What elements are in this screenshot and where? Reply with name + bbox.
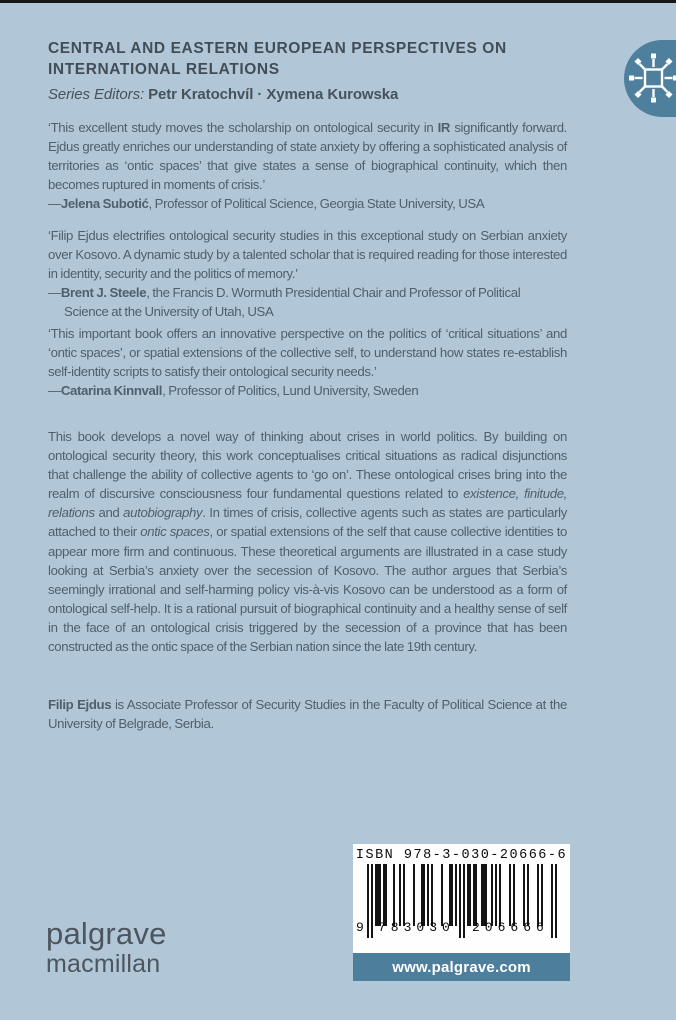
endorsement-block-1 (48, 118, 567, 213)
top-edge-strip (0, 0, 676, 3)
endorsement-quote: ‘This important book offers an innovative perspective on the politics of ‘critical situations’ and ‘ontic spaces’, or spatial extensions of the collective self, to understand how states re-establish self-identity scripts to satisfy their ontological security needs.’ (48, 326, 567, 380)
barcode-panel (353, 844, 570, 953)
wordmark-macmillan: macmillan (46, 950, 161, 978)
series-title-line-1: CENTRAL AND EASTERN EUROPEAN PERSPECTIVES ON (48, 40, 507, 57)
endorsement-block-2 (48, 226, 567, 321)
endorsement-attribution: —Jelena Subotić, Professor of Political Science, Georgia State University, USA (48, 196, 485, 212)
barcode-digits (353, 920, 570, 936)
endorsement-block-3 (48, 324, 567, 400)
isbn-label: ISBN 978-3-030-20666-6 (355, 848, 568, 863)
publisher-pill-badge (624, 40, 676, 117)
book-description: This book develops a novel way of thinking about crises in world politics. By building on ontological security theory, this work conceptualises critical situations as radical disjunctions that challenge the ability of collective agents to ‘go on’. These ontological crises bring into the realm of discursive consciousness four fundamental questions related to existence, finitude, relations and autobiography. In times of crisis, collective agents such as states are particularly attached to their ontic spaces, or spatial extensions of the self that cause collective identities to appear more firm and continuous. These theoretical arguments are illustrated in a case study looking at Serbia’s anxiety over the secession of Kosovo. The author argues that Serbia’s seemingly irrational and self-harming policy vis-à-vis Kosovo can be understood as a form of ontological self-help. It is a rational pursuit of biographical continuity and a healthy sense of self in the face of an ontological crisis triggered by the secession of a province that has been constructed as the ontic space of the Serbian nation since the late 19th century. (48, 429, 567, 655)
series-title-line-2: INTERNATIONAL RELATIONS (48, 61, 280, 78)
barcode-digit-group: 783030 (378, 920, 455, 935)
series-title (48, 38, 548, 80)
author-bio: Filip Ejdus is Associate Professor of Security Studies in the Faculty of Political Science at the University of Belgrade, Serbia. (48, 697, 567, 732)
barcode-digit-group: 9 (356, 920, 364, 935)
endorsement-quote: ‘This excellent study moves the scholarship on ontological security in IR significantly forward. Ejdus greatly enriches our understanding of state anxiety by offering a sophisticated analysis of territories as ‘ontic spaces’ that give states a sense of biographical continuity, which then becomes ruptured in moments of crisis.’ (48, 120, 567, 193)
website-url: www.palgrave.com (392, 958, 531, 976)
barcode-digit-group: 206666 (472, 920, 549, 935)
wordmark-palgrave: palgrave (46, 916, 167, 951)
palgrave-macmillan-wordmark (46, 918, 167, 977)
series-header (48, 38, 548, 103)
website-bar (353, 953, 570, 981)
endorsement-quote: ‘Filip Ejdus electrifies ontological security studies in this exceptional study on Serbian anxiety over Kosovo. A dynamic study by a talented scholar that is required reading for those interested in identity, security and the politics of memory.’ (48, 228, 567, 282)
series-editors: Series Editors: Petr Kratochvíl · Xymena Kurowska (48, 86, 399, 103)
endorsement-attribution: —Brent J. Steele, the Francis D. Wormuth Presidential Chair and Professor of Political Science at the University of Utah, USA (48, 285, 521, 320)
endorsement-attribution: —Catarina Kinnvall, Professor of Politics, Lund University, Sweden (48, 383, 419, 399)
